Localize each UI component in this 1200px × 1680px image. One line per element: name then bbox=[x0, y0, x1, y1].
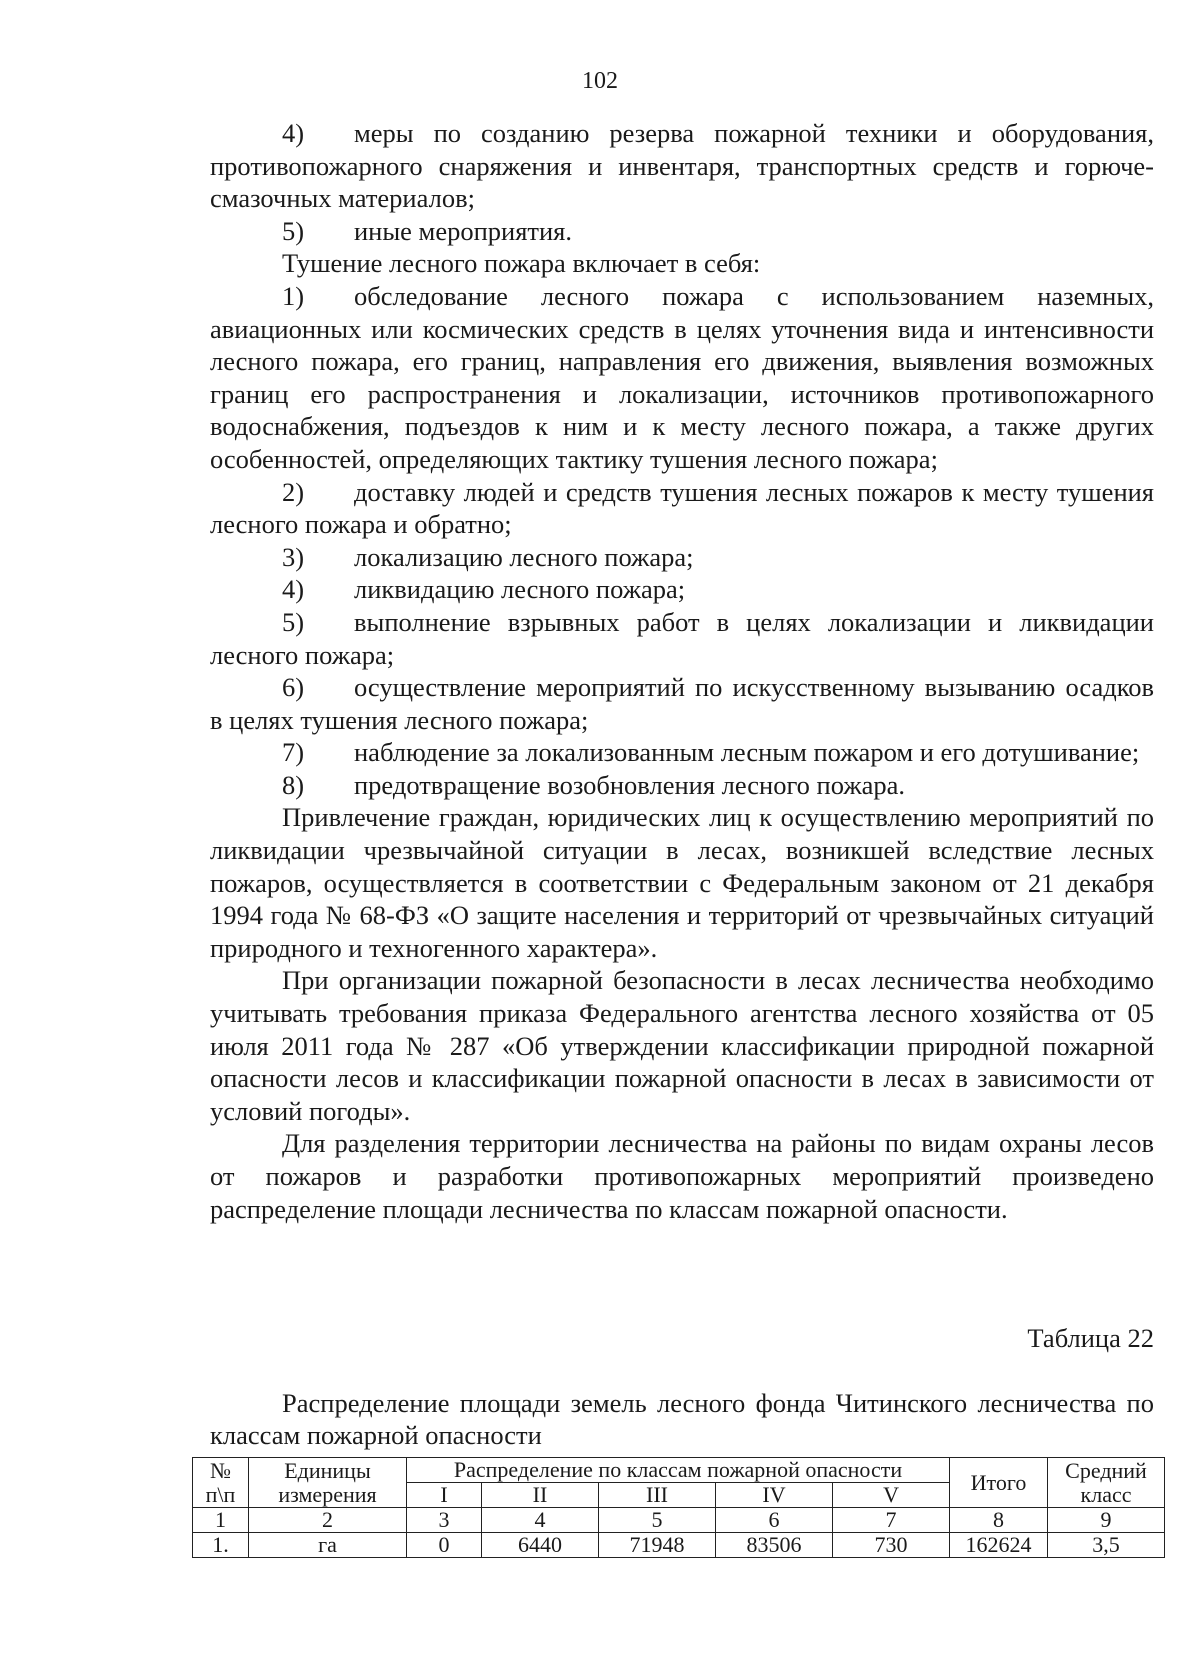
list-item bbox=[210, 117, 1154, 215]
paragraph-text: выполнение взрывных работ в целях локализации и ликвидации лесного пожара; bbox=[210, 606, 1154, 670]
list-item bbox=[210, 671, 1154, 736]
header-unit: Единицы измерения bbox=[249, 1458, 407, 1508]
paragraph-text: наблюдение за локализованным лесным пожаром и его дотушивание; bbox=[354, 737, 1140, 768]
table-cell: 9 bbox=[1048, 1508, 1165, 1533]
table-index-row bbox=[193, 1508, 1165, 1533]
list-item bbox=[210, 541, 1154, 574]
list-item bbox=[210, 280, 1154, 476]
paragraph-text: иные мероприятия. bbox=[354, 215, 572, 246]
table-cell: 71948 bbox=[599, 1533, 716, 1558]
table-cell: 6440 bbox=[482, 1533, 599, 1558]
list-item bbox=[210, 476, 1154, 541]
list-item bbox=[210, 215, 1154, 248]
paragraph-text: Для разделения территории лесничества на районы по видам охраны лесов от пожаров и разработки противопожарных мероприятий произведено распределение площади лесничества по классам пожарной опасности. bbox=[210, 1128, 1154, 1224]
paragraph-text: осуществление мероприятий по искусственному вызыванию осадков в целях тушения лесного пожара; bbox=[210, 672, 1154, 735]
header-class-2: II bbox=[482, 1483, 599, 1508]
header-num: № п\п bbox=[193, 1458, 249, 1508]
header-class-3: III bbox=[599, 1483, 716, 1508]
table-cell: 3 bbox=[407, 1508, 482, 1533]
table-cell: 83506 bbox=[716, 1533, 833, 1558]
list-item-number: 4) bbox=[282, 118, 305, 148]
fire-class-table bbox=[192, 1457, 1165, 1558]
table-cell: га bbox=[249, 1533, 407, 1558]
list-item bbox=[210, 769, 1154, 802]
list-item-number: 8) bbox=[282, 769, 305, 800]
list-item bbox=[210, 573, 1154, 606]
paragraph-text: Тушение лесного пожара включает в себя: bbox=[282, 248, 761, 279]
list-item-number: 5) bbox=[282, 215, 305, 246]
table-cell: 730 bbox=[833, 1533, 950, 1558]
list-item-number: 4) bbox=[282, 574, 305, 605]
table-caption: Распределение площади земель лесного фонда Читинского лесничества по классам пожарной опасности bbox=[210, 1388, 1154, 1450]
paragraph-text: Привлечение граждан, юридических лиц к осуществлению мероприятий по ликвидации чрезвычайной ситуации в лесах, возникшей вследствие лесных пожаров, осуществляется в соответствии с Федеральным законом от 21 декабря 1994 года № 68-ФЗ «О защите населения и территорий от чрезвычайных ситуаций природного и техногенного характера». bbox=[210, 802, 1154, 963]
table-row bbox=[193, 1533, 1165, 1558]
header-total: Итого bbox=[950, 1458, 1048, 1508]
paragraph bbox=[210, 247, 1154, 280]
paragraph bbox=[210, 1127, 1154, 1225]
table-cell: 8 bbox=[950, 1508, 1048, 1533]
paragraph-text: При организации пожарной безопасности в лесах лесничества необходимо учитывать требования приказа Федерального агентства лесного хозяйства от 05 июля 2011 года № 287 «Об утверждении классификации природной пожарной опасности лесов и классификации пожарной опасности в лесах в зависимости от условий погоды». bbox=[210, 965, 1154, 1126]
table-label: Таблица 22 bbox=[1027, 1323, 1154, 1353]
table-cell: 2 bbox=[249, 1508, 407, 1533]
paragraph-text: предотвращение возобновления лесного пожара. bbox=[354, 769, 906, 800]
paragraph bbox=[210, 801, 1154, 964]
paragraph bbox=[210, 964, 1154, 1127]
list-item-number: 7) bbox=[282, 737, 305, 768]
paragraph-text: ликвидацию лесного пожара; bbox=[354, 574, 686, 605]
paragraph-text: локализацию лесного пожара; bbox=[354, 541, 694, 572]
table-cell: 1. bbox=[193, 1533, 249, 1558]
header-class-1: I bbox=[407, 1483, 482, 1508]
list-item bbox=[210, 606, 1154, 671]
paragraph-text: доставку людей и средств тушения лесных пожаров к месту тушения лесного пожара и обратно; bbox=[210, 476, 1154, 540]
header-class-4: IV bbox=[716, 1483, 833, 1508]
table-cell: 5 bbox=[599, 1508, 716, 1533]
list-item-number: 6) bbox=[282, 672, 305, 703]
table-cell: 162624 bbox=[950, 1533, 1048, 1558]
table-cell: 7 bbox=[833, 1508, 950, 1533]
header-avg-class: Средний класс bbox=[1048, 1458, 1165, 1508]
list-item-number: 3) bbox=[282, 541, 305, 572]
list-item bbox=[210, 736, 1154, 769]
table-cell: 1 bbox=[193, 1508, 249, 1533]
header-class-group: Распределение по классам пожарной опасности bbox=[407, 1458, 950, 1483]
paragraph-text: обследование лесного пожара с использованием наземных, авиационных или космических средств в целях уточнения вида и интенсивности лесного пожара, его границ, направления его движения, выявления возможных границ его распространения и локализации, источников противопожарного водоснабжения, подъездов к ним и к месту лесного пожара, а также других особенностей, определяющих тактику тушения лесного пожара; bbox=[210, 280, 1154, 474]
list-item-number: 2) bbox=[282, 476, 305, 507]
table-cell: 6 bbox=[716, 1508, 833, 1533]
list-item-number: 5) bbox=[282, 606, 305, 637]
paragraph-text: меры по созданию резерва пожарной техники и оборудования, противопожарного снаряжения и инвентаря, транспортных средств и горюче-смазочных материалов; bbox=[210, 118, 1154, 214]
header-class-5: V bbox=[833, 1483, 950, 1508]
table-cell: 4 bbox=[482, 1508, 599, 1533]
table-cell: 3,5 bbox=[1048, 1533, 1165, 1558]
body-text bbox=[210, 117, 1154, 1225]
page-number: 102 bbox=[582, 68, 618, 94]
table-cell: 0 bbox=[407, 1533, 482, 1558]
list-item-number: 1) bbox=[282, 280, 305, 311]
